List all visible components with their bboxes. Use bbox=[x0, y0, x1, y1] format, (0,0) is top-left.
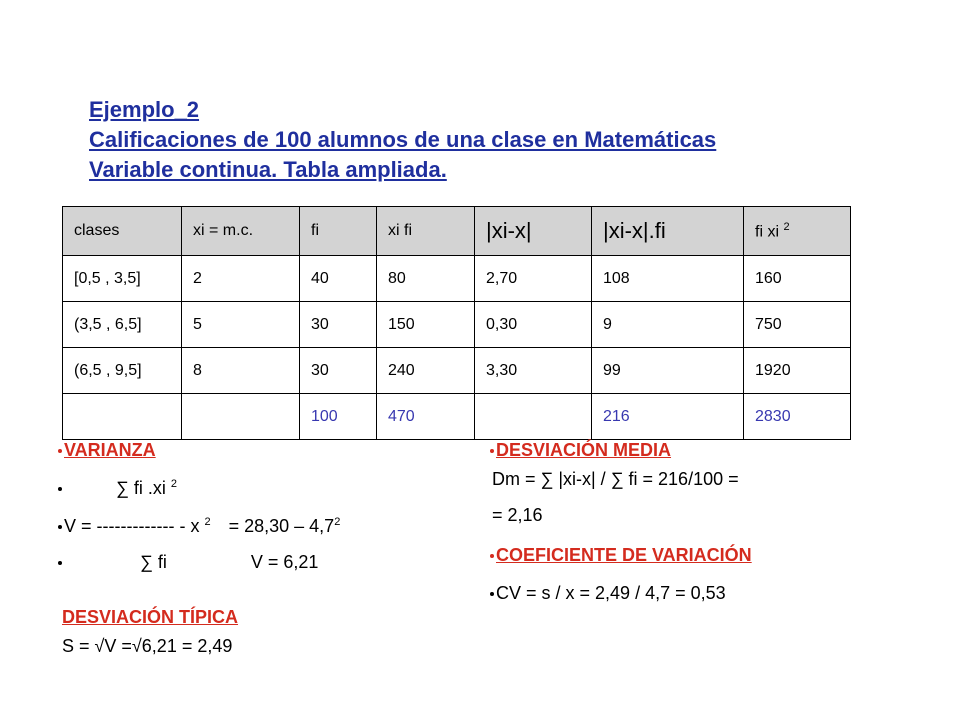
table-row bbox=[63, 256, 851, 302]
varianza-numerator-line bbox=[58, 478, 177, 499]
table-cell: (3,5 , 6,5] bbox=[63, 302, 182, 348]
varianza-formula-exponent: 2 bbox=[204, 516, 211, 528]
total-cell: 470 bbox=[377, 394, 475, 440]
varianza-formula-line bbox=[58, 516, 340, 537]
table-cell: 99 bbox=[592, 348, 744, 394]
total-cell: 100 bbox=[300, 394, 377, 440]
varianza-heading: VARIANZA bbox=[64, 440, 156, 460]
example-description: Variable continua. Tabla ampliada. bbox=[89, 157, 447, 182]
table-cell: [0,5 , 3,5] bbox=[63, 256, 182, 302]
table-cell: 8 bbox=[182, 348, 300, 394]
coef-heading: COEFICIENTE DE VARIACIÓN bbox=[496, 545, 752, 565]
header-cell bbox=[744, 207, 851, 256]
header-exponent: 2 bbox=[783, 220, 790, 233]
table-header-row bbox=[63, 207, 851, 256]
table-cell: 2 bbox=[182, 256, 300, 302]
tipica-heading-line bbox=[62, 607, 238, 628]
table-cell: 30 bbox=[300, 302, 377, 348]
title-block bbox=[89, 95, 716, 185]
bullet-icon bbox=[58, 487, 62, 491]
header-cell: xi fi bbox=[377, 207, 475, 256]
table-totals-row bbox=[63, 394, 851, 440]
bullet-icon bbox=[490, 554, 494, 558]
varianza-numerator-exponent: 2 bbox=[170, 478, 177, 490]
total-cell: 2830 bbox=[744, 394, 851, 440]
table-cell: 30 bbox=[300, 348, 377, 394]
table-cell: 150 bbox=[377, 302, 475, 348]
varianza-denominator-line bbox=[58, 552, 318, 573]
coef-heading-line bbox=[490, 545, 752, 566]
varianza-formula-left: V = ------------- - x bbox=[64, 516, 200, 536]
total-cell bbox=[182, 394, 300, 440]
header-cell: |xi-x|.fi bbox=[592, 207, 744, 256]
bullet-icon bbox=[490, 592, 494, 596]
table-cell: (6,5 , 9,5] bbox=[63, 348, 182, 394]
tipica-formula: S = √V =√6,21 = 2,49 bbox=[62, 636, 233, 656]
example-title: Ejemplo_2 bbox=[89, 97, 200, 122]
frequency-table bbox=[62, 206, 851, 440]
media-heading: DESVIACIÓN MEDIA bbox=[496, 440, 672, 460]
varianza-formula-exponent-2: 2 bbox=[334, 516, 341, 528]
table-cell: 3,30 bbox=[475, 348, 592, 394]
header-cell: xi = m.c. bbox=[182, 207, 300, 256]
bullet-icon bbox=[58, 525, 62, 529]
total-cell bbox=[63, 394, 182, 440]
coef-formula: CV = s / x = 2,49 / 4,7 = 0,53 bbox=[496, 583, 726, 603]
table-cell: 240 bbox=[377, 348, 475, 394]
varianza-denominator: ∑ fi bbox=[140, 552, 167, 572]
table-cell: 40 bbox=[300, 256, 377, 302]
table-row bbox=[63, 302, 851, 348]
varianza-formula-right: = 28,30 – 4,7 bbox=[228, 516, 335, 536]
header-cell: fi bbox=[300, 207, 377, 256]
header-cell: clases bbox=[63, 207, 182, 256]
table-row bbox=[63, 348, 851, 394]
media-heading-line bbox=[490, 440, 671, 461]
varianza-heading-line bbox=[58, 440, 156, 461]
table-cell: 5 bbox=[182, 302, 300, 348]
total-cell bbox=[475, 394, 592, 440]
table-cell: 750 bbox=[744, 302, 851, 348]
example-subtitle: Calificaciones de 100 alumnos de una clase en Matemáticas bbox=[89, 127, 717, 152]
header-text: fi xi bbox=[755, 223, 779, 241]
bullet-icon bbox=[490, 449, 494, 453]
table-cell: 160 bbox=[744, 256, 851, 302]
table-cell: 80 bbox=[377, 256, 475, 302]
table-cell: 1920 bbox=[744, 348, 851, 394]
table-cell: 108 bbox=[592, 256, 744, 302]
bullet-icon bbox=[58, 561, 62, 565]
coef-formula-line bbox=[490, 583, 726, 604]
varianza-result: V = 6,21 bbox=[250, 552, 319, 572]
header-cell: |xi-x| bbox=[475, 207, 592, 256]
bullet-icon bbox=[58, 449, 62, 453]
total-cell: 216 bbox=[592, 394, 744, 440]
media-result: = 2,16 bbox=[492, 505, 543, 525]
media-formula: Dm = ∑ |xi-x| / ∑ fi = 216/100 = bbox=[492, 469, 739, 489]
table-cell: 2,70 bbox=[475, 256, 592, 302]
table-cell: 9 bbox=[592, 302, 744, 348]
varianza-numerator: ∑ fi .xi bbox=[116, 478, 166, 498]
table-cell: 0,30 bbox=[475, 302, 592, 348]
tipica-heading: DESVIACIÓN TÍPICA bbox=[62, 607, 239, 627]
